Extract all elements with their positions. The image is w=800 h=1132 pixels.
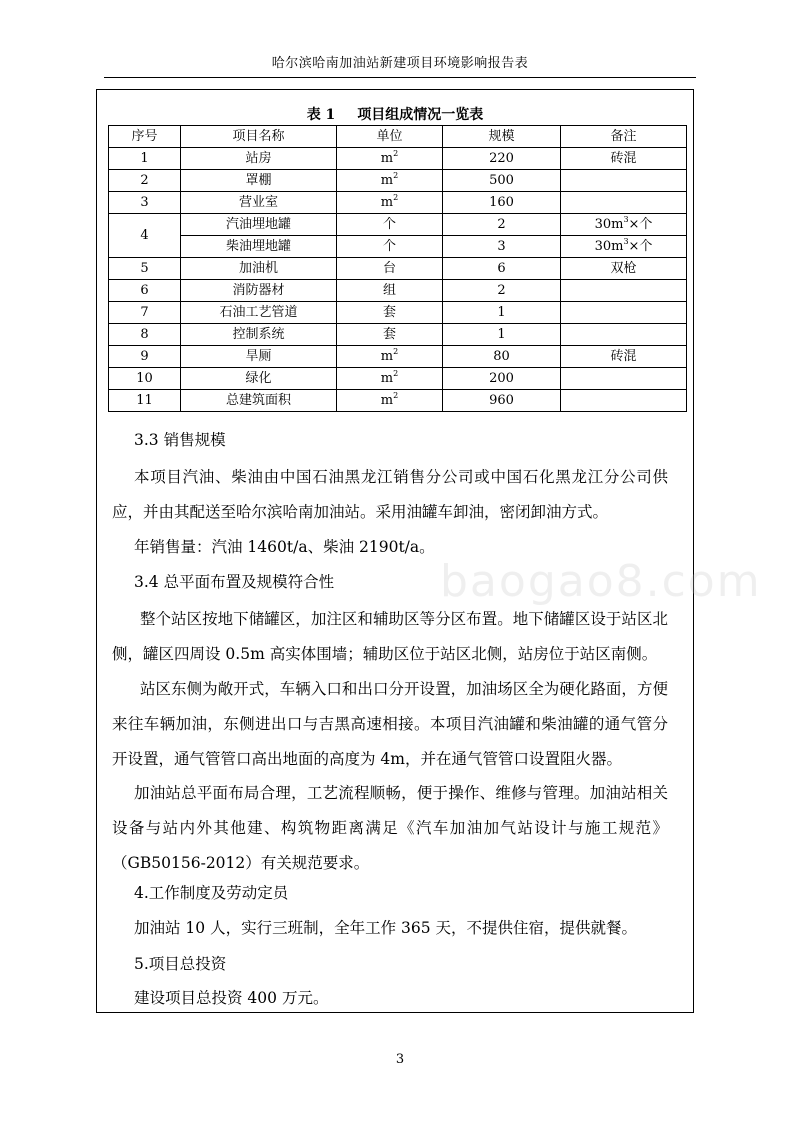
row-name: 柴油埋地罐 [181, 236, 337, 258]
row-note: 双枪 [561, 258, 687, 280]
paragraph-supply: 本项目汽油、柴油由中国石油黑龙江销售分公司或中国石化黑龙江分公司供应，并由其配送至哈尔滨哈南加油站。采用油罐车卸油，密闭卸油方式。 [112, 468, 668, 521]
row-no: 3 [109, 192, 181, 214]
table-row [109, 280, 687, 302]
row-name: 站房 [181, 148, 337, 170]
row-name: 总建筑面积 [181, 390, 337, 412]
table-row [109, 170, 687, 192]
row-unit: $m^2$ [337, 346, 443, 368]
row-unit: 组 [337, 280, 443, 302]
row-scale: 200 [443, 368, 561, 390]
row-scale: 3 [443, 236, 561, 258]
table-caption-number: 表 1 [306, 107, 336, 123]
row-name: 旱厕 [181, 346, 337, 368]
row-scale: 220 [443, 148, 561, 170]
table-row [109, 368, 687, 390]
paragraph-access-vents: 站区东侧为敞开式，车辆入口和出口分开设置，加油场区全为硬化路面，方便来往车辆加油，东侧进出口与吉黑高速相接。本项目汽油罐和柴油罐的通气管分开设置，通气管管口高出地面的高度为 4m，并在通气管管口设置阻火器。 [112, 680, 668, 768]
table-row [109, 258, 687, 280]
row-unit: 个 [337, 214, 443, 236]
row-note [561, 170, 687, 192]
paragraph-staffing: 加油站 10 人，实行三班制，全年工作 365 天，不提供住宿，提供就餐。 [134, 919, 638, 937]
header-cell-name: 项目名称 [181, 126, 337, 148]
row-note [561, 192, 687, 214]
row-unit: 个 [337, 236, 443, 258]
row-no: 10 [109, 368, 181, 390]
table-row [109, 390, 687, 412]
page-number: 3 [395, 1052, 405, 1067]
row-note: $30m^3\times$个 [561, 236, 687, 258]
table-row [109, 148, 687, 170]
row-no: 11 [109, 390, 181, 412]
row-scale: 6 [443, 258, 561, 280]
row-no: 4 [109, 214, 181, 258]
row-note [561, 390, 687, 412]
row-scale: 500 [443, 170, 561, 192]
row-note [561, 324, 687, 346]
row-unit: 套 [337, 324, 443, 346]
header-cell-note: 备注 [561, 126, 687, 148]
paragraph-annual-sales: 年销售量：汽油 1460t/a、柴油 2190t/a。 [134, 538, 435, 556]
row-unit: 台 [337, 258, 443, 280]
row-unit: $m^2$ [337, 192, 443, 214]
row-unit: $m^2$ [337, 390, 443, 412]
table-header-row [109, 126, 687, 148]
row-note: $30m^3\times$个 [561, 214, 687, 236]
row-note [561, 280, 687, 302]
row-name: 控制系统 [181, 324, 337, 346]
watermark: baogao8.com [440, 556, 762, 607]
row-note: 砖混 [561, 148, 687, 170]
row-name: 消防器材 [181, 280, 337, 302]
row-name: 营业室 [181, 192, 337, 214]
row-scale: 2 [443, 214, 561, 236]
row-no: 2 [109, 170, 181, 192]
row-name: 石油工艺管道 [181, 302, 337, 324]
paragraph-compliance: 加油站总平面布局合理，工艺流程顺畅，便于操作、维修与管理。加油站相关设备与站内外其他建、构筑物距离满足《汽车加油加气站设计与施工规范》（GB50156-2012）有关规范要求。 [112, 784, 668, 872]
section-heading-3-4: 3.4 总平面布置及规模符合性 [134, 573, 335, 591]
row-name: 加油机 [181, 258, 337, 280]
row-scale: 160 [443, 192, 561, 214]
row-unit: 套 [337, 302, 443, 324]
paragraph-layout-zones: 整个站区按地下储罐区，加注区和辅助区等分区布置。地下储罐区设于站区北侧，罐区四周设 0.5m 高实体围墙；辅助区位于站区北侧，站房位于站区南侧。 [112, 610, 668, 663]
row-scale: 80 [443, 346, 561, 368]
running-header: 哈尔滨哈南加油站新建项目环境影响报告表 [271, 56, 529, 71]
table-row [109, 324, 687, 346]
row-name: 罩棚 [181, 170, 337, 192]
row-scale: 2 [443, 280, 561, 302]
table-caption [96, 104, 694, 124]
row-no: 5 [109, 258, 181, 280]
row-no: 7 [109, 302, 181, 324]
table-row [109, 192, 687, 214]
row-no: 6 [109, 280, 181, 302]
row-no: 8 [109, 324, 181, 346]
row-unit: $m^2$ [337, 368, 443, 390]
row-name: 绿化 [181, 368, 337, 390]
row-scale: 1 [443, 324, 561, 346]
row-scale: 1 [443, 302, 561, 324]
header-cell-unit: 单位 [337, 126, 443, 148]
table-row [109, 236, 687, 258]
project-composition-table [108, 125, 687, 412]
row-note [561, 368, 687, 390]
row-unit: $m^2$ [337, 170, 443, 192]
table-row [109, 214, 687, 236]
row-no: 9 [109, 346, 181, 368]
row-note: 砖混 [561, 346, 687, 368]
paragraph-investment: 建设项目总投资 400 万元。 [134, 989, 329, 1007]
row-no: 1 [109, 148, 181, 170]
row-unit: $m^2$ [337, 148, 443, 170]
section-heading-5: 5.项目总投资 [134, 955, 227, 973]
row-name: 汽油埋地罐 [181, 214, 337, 236]
header-rule [104, 77, 696, 78]
row-scale: 960 [443, 390, 561, 412]
section-heading-4: 4.工作制度及劳动定员 [134, 884, 289, 902]
table-row [109, 346, 687, 368]
header-cell-scale: 规模 [443, 126, 561, 148]
row-note [561, 302, 687, 324]
table-row [109, 302, 687, 324]
header-cell-no: 序号 [109, 126, 181, 148]
section-heading-3-3: 3.3 销售规模 [134, 431, 226, 449]
table-caption-title: 项目组成情况一览表 [357, 107, 484, 123]
